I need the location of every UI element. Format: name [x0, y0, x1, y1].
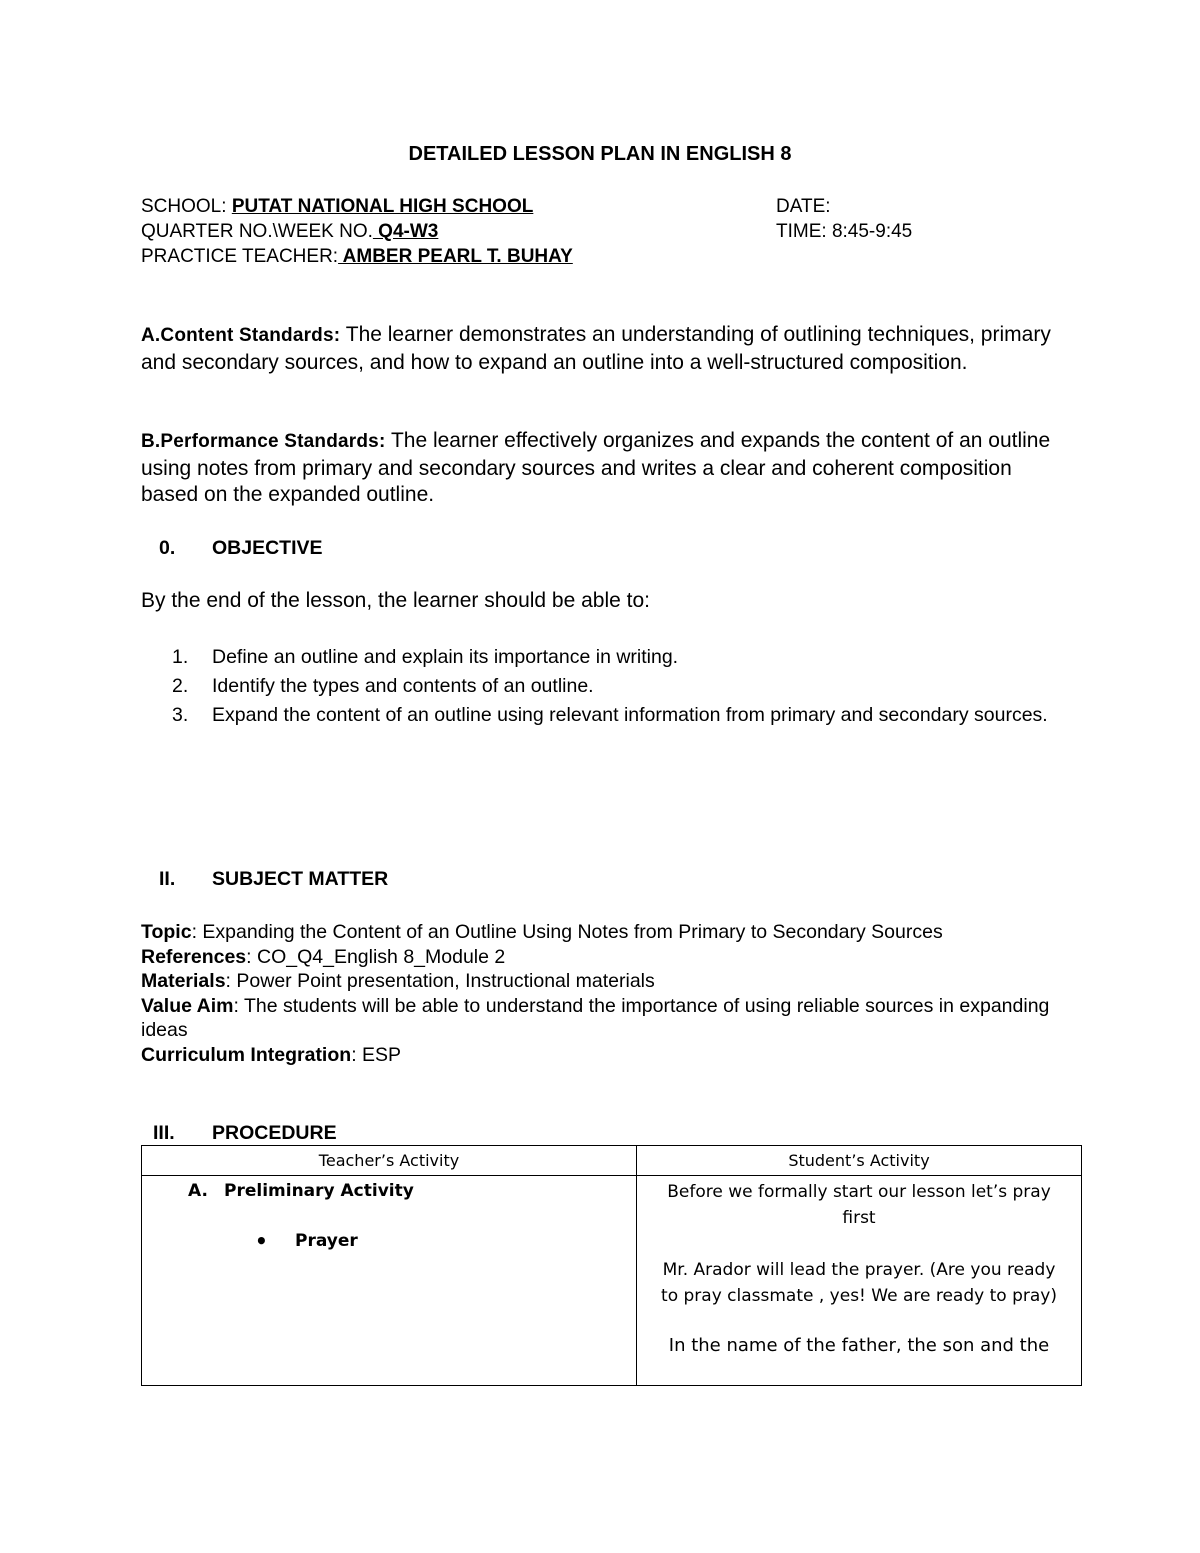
list-item-text: Define an outline and explain its importance in writing. — [212, 646, 679, 668]
topic-value: : Expanding the Content of an Outline Using Notes from Primary to Secondary Sources — [191, 921, 943, 943]
list-item-text: Identify the types and contents of an outline. — [212, 675, 594, 697]
performance-standards — [141, 428, 1071, 509]
materials-label: Materials — [141, 970, 226, 992]
objective-heading — [141, 537, 323, 560]
table-header-row — [142, 1146, 1082, 1176]
prayer-bullet — [255, 1229, 635, 1253]
bullet-icon: • — [255, 1229, 268, 1253]
teacher-line — [141, 244, 573, 269]
content-standards-text: The learner demonstrates an understanding of outlining techniques, primary and secondary sources, and how to expand an outline into a well-structured composition. — [141, 323, 1051, 374]
objective-title: OBJECTIVE — [212, 537, 323, 559]
objective-number: 0. — [159, 537, 176, 559]
curriculum-line — [141, 1043, 1071, 1068]
materials-line — [141, 969, 1071, 994]
list-item — [172, 673, 1072, 700]
list-item — [172, 644, 1072, 671]
curriculum-label: Curriculum Integration — [141, 1043, 352, 1066]
performance-standards-label: B.Performance Standards: — [141, 431, 386, 452]
references-label: References — [141, 945, 247, 968]
list-item-number: 2. — [172, 675, 189, 697]
value-aim-value: : The students will be able to understand the importance of using reliable sources in expanding ideas — [141, 994, 1050, 1041]
procedure-table — [141, 1145, 1082, 1386]
school-label: SCHOOL: — [141, 196, 232, 217]
preliminary-activity — [188, 1181, 635, 1201]
subject-matter-details — [141, 920, 1071, 1067]
section-title: Preliminary Activity — [224, 1181, 414, 1201]
document-title: DETAILED LESSON PLAN IN ENGLISH 8 — [408, 143, 792, 165]
student-line: In the name of the father, the son and the — [668, 1335, 1050, 1356]
procedure-title: PROCEDURE — [212, 1122, 337, 1144]
performance-standards-text: The learner effectively organizes and expands the content of an outline using notes from primary and secondary sources and writes a clear and coherent composition based on the expanded outline. — [141, 429, 1051, 506]
date-label: DATE: — [776, 196, 831, 217]
teacher-label: PRACTICE TEACHER: — [141, 246, 339, 267]
curriculum-value: : ESP — [351, 1043, 402, 1066]
teacher-activity-cell — [142, 1176, 637, 1386]
quarter-label: QUARTER NO.\WEEK NO. — [141, 221, 373, 242]
section-letter: A. — [188, 1181, 208, 1201]
references-line — [141, 945, 1071, 970]
list-item-number: 1. — [172, 646, 189, 668]
topic-label: Topic — [141, 921, 192, 943]
references-value: : CO_Q4_English 8_Module 2 — [246, 945, 506, 968]
bullet-text: Prayer — [295, 1231, 358, 1251]
subject-matter-number: II. — [159, 868, 176, 890]
time-label: TIME: 8:45-9:45 — [776, 221, 913, 242]
procedure-heading — [141, 1122, 337, 1145]
objective-list — [172, 644, 1072, 729]
materials-value: : Power Point presentation, Instructional materials — [225, 970, 655, 992]
header-right — [776, 194, 912, 244]
value-aim-line — [141, 994, 1071, 1043]
content-standards — [141, 322, 1071, 376]
quarter-line — [141, 219, 573, 244]
teacher-value: AMBER PEARL T. BUHAY — [338, 246, 573, 267]
quarter-value: Q4-W3 — [372, 221, 439, 242]
student-activity-cell — [637, 1176, 1082, 1386]
list-item — [172, 702, 1072, 729]
teacher-activity-header: Teacher’s Activity — [142, 1146, 637, 1176]
objective-intro: By the end of the lesson, the learner should be able to: — [141, 589, 651, 612]
student-line: Mr. Arador will lead the prayer. (Are you ready to pray classmate , yes! We are ready to pray) — [661, 1260, 1057, 1306]
value-aim-label: Value Aim — [141, 994, 234, 1017]
table-row — [142, 1176, 1082, 1386]
school-line — [141, 194, 573, 219]
school-value: PUTAT NATIONAL HIGH SCHOOL — [231, 196, 534, 217]
topic-line — [141, 920, 1071, 945]
subject-matter-heading — [141, 868, 388, 891]
subject-matter-title: SUBJECT MATTER — [212, 868, 389, 890]
student-activity-header: Student’s Activity — [637, 1146, 1082, 1176]
procedure-number: III. — [153, 1122, 175, 1144]
header-left — [141, 194, 573, 269]
list-item-number: 3. — [172, 704, 189, 726]
student-line: Before we formally start our lesson let’s pray first — [667, 1182, 1051, 1228]
list-item-text: Expand the content of an outline using relevant information from primary and secondary sources. — [212, 704, 1048, 726]
content-standards-label: A.Content Standards: — [141, 325, 341, 346]
